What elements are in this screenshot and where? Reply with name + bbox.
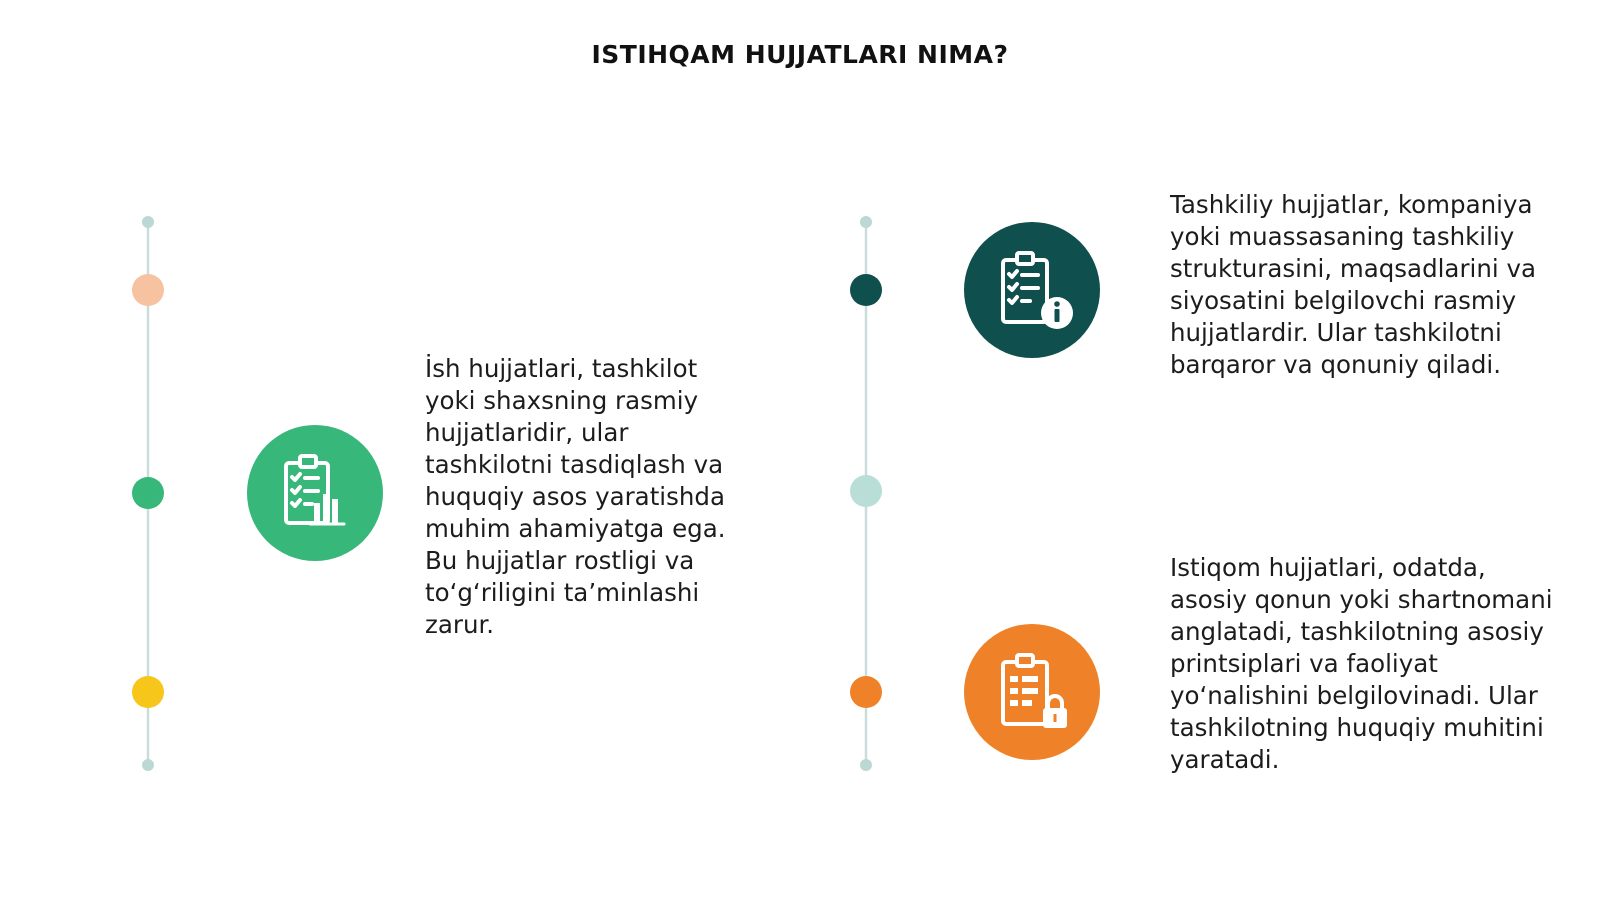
peach-marker xyxy=(132,274,164,306)
left-timeline-end-dot xyxy=(142,759,154,771)
clipboard-lock-icon xyxy=(964,624,1100,760)
orange-marker xyxy=(850,676,882,708)
green-marker xyxy=(132,477,164,509)
light-teal-marker xyxy=(850,475,882,507)
left-timeline xyxy=(132,216,164,771)
clipboard-chart-icon xyxy=(247,425,383,561)
clipboard-info-icon xyxy=(964,222,1100,358)
right-timeline-end-dot xyxy=(860,759,872,771)
dark-teal-marker xyxy=(850,274,882,306)
tashkiliy-hujjatlar-text: Tashkiliy hujjatlar, kompaniya yoki muassasaning tashkiliy strukturasini, maqsadlarini va siyosatini belgilovchi rasmiy hujjatlardir. Ular tashkilotni barqaror va qonuniy qiladi. xyxy=(1170,190,1536,379)
page-title: ISTIHQAM HUJJATLARI NIMA? xyxy=(591,40,1009,69)
right-timeline xyxy=(850,216,882,771)
right-timeline-start-dot xyxy=(860,216,872,228)
istiqom-hujjatlari-text: Istiqom hujjatlari, odatda, asosiy qonun yoki shartnomani anglatadi, tashkilotning asosiy printsiplari va faoliyat yo‘nalishini belgilovinadi. Ular tashkilotning huquqiy muhitini yaratadi. xyxy=(1170,553,1553,774)
left-timeline-start-dot xyxy=(142,216,154,228)
yellow-marker xyxy=(132,676,164,708)
ish-hujjatlari-text: İsh hujjatlari, tashkilot yoki shaxsning rasmiy hujjatlaridir, ular tashkilotni tasdiqlash va huquqiy asos yaratishda muhim ahamiyatga ega. Bu hujjatlar rostligi va to‘g‘riligini ta’minlashi zarur. xyxy=(425,354,726,639)
